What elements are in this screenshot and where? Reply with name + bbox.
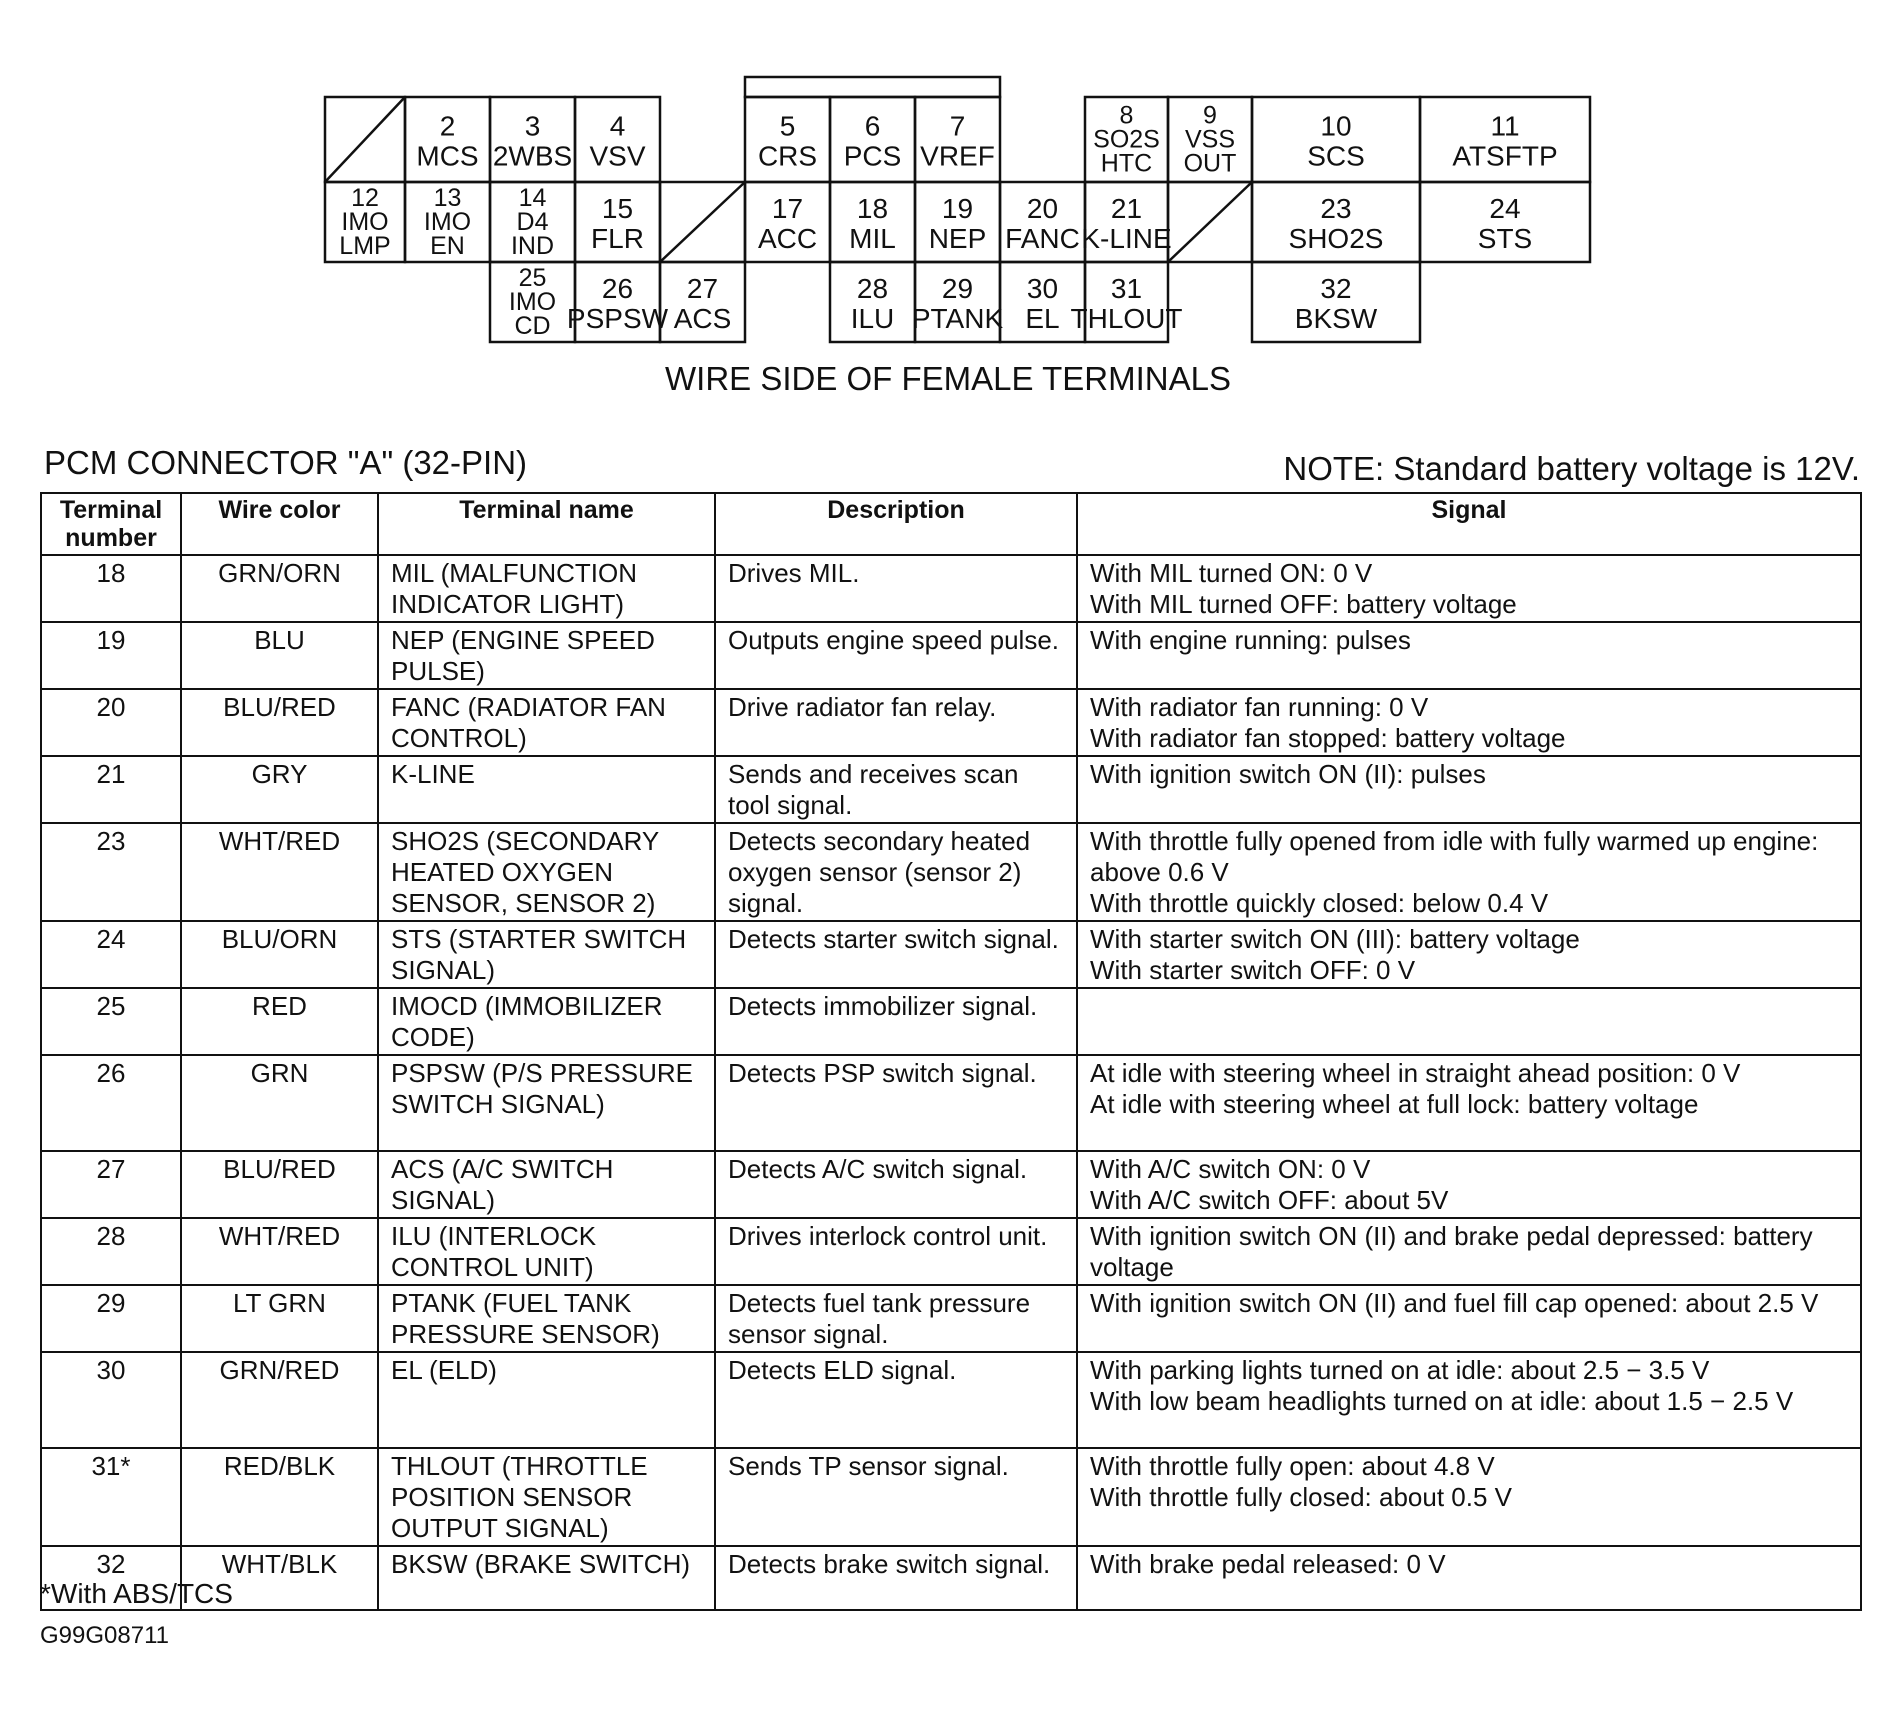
- cell-terminal-number: 21: [41, 756, 181, 823]
- battery-voltage-note: NOTE: Standard battery voltage is 12V.: [1283, 450, 1860, 487]
- cell-terminal-name: K-LINE: [378, 756, 715, 823]
- signal-line: With ignition switch ON (II) and brake pedal depressed: battery voltage: [1090, 1221, 1813, 1282]
- terminal-cell-10: [1252, 97, 1420, 182]
- terminal-label: SHO2S: [1288, 223, 1384, 254]
- terminal-label: FANC: [1005, 223, 1080, 254]
- terminal-label: LMP: [339, 232, 391, 260]
- cell-signal: [1077, 921, 1861, 988]
- cell-description: Detects starter switch signal.: [715, 921, 1077, 988]
- terminal-label: 3: [524, 110, 541, 142]
- terminal-cell-24: [1420, 182, 1590, 262]
- cell-description: Detects PSP switch signal.: [715, 1055, 1077, 1151]
- signal-line: With starter switch ON (III): battery voltage: [1090, 924, 1580, 954]
- cell-terminal-name: MIL (MALFUNCTION INDICATOR LIGHT): [378, 555, 715, 622]
- cell-description: Sends and receives scan tool signal.: [715, 756, 1077, 823]
- terminal-label: PCS: [843, 140, 902, 172]
- signal-line: With ignition switch ON (II): pulses: [1090, 759, 1486, 789]
- cell-signal: [1077, 1055, 1861, 1151]
- cell-signal: [1077, 1352, 1861, 1448]
- table-header-row: [41, 493, 1861, 555]
- terminal-cell-27: [660, 262, 745, 342]
- cell-description: Detects brake switch signal.: [715, 1546, 1077, 1610]
- terminal-cell-19: [915, 182, 1000, 262]
- cell-wire-color: GRY: [181, 756, 378, 823]
- cell-wire-color: BLU/RED: [181, 689, 378, 756]
- cell-signal: [1077, 622, 1861, 689]
- cell-terminal-name: THLOUT (THROTTLE POSITION SENSOR OUTPUT SIGNAL): [378, 1448, 715, 1546]
- terminal-label: 12: [351, 184, 379, 212]
- cell-wire-color: RED: [181, 988, 378, 1055]
- terminal-label: 11: [1490, 110, 1520, 142]
- pin-table: [40, 492, 1862, 1611]
- terminal-label: NEP: [928, 223, 987, 254]
- terminal-cell-12: [325, 182, 405, 262]
- table-row: [41, 921, 1861, 988]
- cell-terminal-number: 23: [41, 823, 181, 921]
- terminal-label: 6: [864, 110, 881, 142]
- terminal-label: 4: [609, 110, 626, 142]
- terminal-cell-14: [490, 182, 575, 262]
- terminal-cell-7: [915, 97, 1000, 182]
- terminal-cell-18: [830, 182, 915, 262]
- terminal-cell-21: [1081, 182, 1171, 262]
- terminal-cell-6: [830, 97, 915, 182]
- terminal-label: EN: [430, 232, 465, 260]
- cell-terminal-number: 28: [41, 1218, 181, 1285]
- table-row: [41, 1546, 1861, 1610]
- signal-line: With parking lights turned on at idle: about 2.5 − 3.5 V: [1090, 1355, 1710, 1385]
- header-description: Description: [715, 493, 1077, 555]
- cell-description: Detects A/C switch signal.: [715, 1151, 1077, 1218]
- terminal-label: 10: [1320, 110, 1352, 142]
- terminal-label: 13: [433, 184, 462, 212]
- terminal-label: VSV: [589, 140, 646, 172]
- cell-terminal-number: 30: [41, 1352, 181, 1448]
- cell-terminal-number: 25: [41, 988, 181, 1055]
- terminal-label: 7: [949, 110, 966, 142]
- cell-terminal-number: 19: [41, 622, 181, 689]
- signal-line: With throttle fully closed: about 0.5 V: [1090, 1482, 1512, 1512]
- terminal-cell-8: [1085, 97, 1168, 182]
- table-row: [41, 1448, 1861, 1546]
- table-row: [41, 555, 1861, 622]
- signal-line: With throttle fully opened from idle with fully warmed up engine: above 0.6 V: [1090, 826, 1819, 887]
- cell-signal: [1077, 1151, 1861, 1218]
- cell-description: Outputs engine speed pulse.: [715, 622, 1077, 689]
- cell-terminal-number: 32: [41, 1546, 181, 1610]
- terminal-label: PTANK: [911, 303, 1004, 334]
- terminal-label: K-LINE: [1081, 223, 1172, 254]
- signal-line: At idle with steering wheel in straight ahead position: 0 V: [1090, 1058, 1741, 1088]
- terminal-cell-20: [1000, 182, 1085, 262]
- cell-description: Detects secondary heated oxygen sensor (sensor 2) signal.: [715, 823, 1077, 921]
- signal-line: With A/C switch OFF: about 5V: [1090, 1185, 1449, 1215]
- terminal-label: MIL: [849, 223, 896, 254]
- cell-terminal-name: STS (STARTER SWITCH SIGNAL): [378, 921, 715, 988]
- terminal-label: VREF: [920, 140, 995, 172]
- terminal-label: SCS: [1307, 140, 1365, 172]
- terminal-label: 29: [941, 273, 974, 304]
- cell-description: Detects immobilizer signal.: [715, 988, 1077, 1055]
- terminal-label: 19: [941, 193, 974, 224]
- terminal-cell-15: [575, 182, 660, 262]
- terminal-label: 27: [686, 273, 719, 304]
- cell-signal: [1077, 988, 1861, 1055]
- terminal-label: 5: [779, 110, 796, 142]
- terminal-label: 28: [856, 273, 889, 304]
- terminal-cell-23: [1252, 182, 1420, 262]
- cell-terminal-name: ACS (A/C SWITCH SIGNAL): [378, 1151, 715, 1218]
- terminal-label: ILU: [850, 303, 895, 334]
- terminal-label: 2: [439, 110, 456, 142]
- cell-description: Drives MIL.: [715, 555, 1077, 622]
- terminal-label: D4: [516, 208, 549, 236]
- cell-terminal-name: IMOCD (IMMOBILIZER CODE): [378, 988, 715, 1055]
- terminal-label: VSS: [1184, 125, 1236, 154]
- header-signal: Signal: [1077, 493, 1861, 555]
- cell-terminal-number: 27: [41, 1151, 181, 1218]
- terminal-cell-11: [1420, 97, 1590, 182]
- cell-terminal-name: PSPSW (P/S PRESSURE SWITCH SIGNAL): [378, 1055, 715, 1151]
- terminal-cell-31: [1071, 262, 1183, 342]
- terminal-label: THLOUT: [1070, 303, 1183, 334]
- cell-description: Drive radiator fan relay.: [715, 689, 1077, 756]
- cell-wire-color: GRN/RED: [181, 1352, 378, 1448]
- connector-title: PCM CONNECTOR "A" (32-PIN): [44, 444, 528, 481]
- signal-line: With A/C switch ON: 0 V: [1090, 1154, 1371, 1184]
- terminal-label: 21: [1110, 193, 1143, 224]
- cell-wire-color: RED/BLK: [181, 1448, 378, 1546]
- signal-line: With MIL turned OFF: battery voltage: [1090, 589, 1517, 619]
- cell-description: Drives interlock control unit.: [715, 1218, 1077, 1285]
- terminal-label: 26: [601, 273, 634, 304]
- signal-line: With MIL turned ON: 0 V: [1090, 558, 1373, 588]
- cell-terminal-name: SHO2S (SECONDARY HEATED OXYGEN SENSOR, SENSOR 2): [378, 823, 715, 921]
- signal-line: At idle with steering wheel at full lock: battery voltage: [1090, 1089, 1699, 1119]
- terminal-label: IMO: [508, 288, 557, 316]
- table-row: [41, 1285, 1861, 1352]
- terminal-label: CRS: [757, 140, 818, 172]
- cell-wire-color: WHT/BLK: [181, 1546, 378, 1610]
- terminal-label: IMO: [341, 208, 389, 236]
- terminal-cell-5: [745, 97, 830, 182]
- terminal-cell-26: [567, 262, 669, 342]
- table-row: [41, 823, 1861, 921]
- terminal-cell-28: [830, 262, 915, 342]
- cell-terminal-number: 18: [41, 555, 181, 622]
- table-row: [41, 689, 1861, 756]
- table-row: [41, 1151, 1861, 1218]
- connector-diagram: [0, 0, 1896, 380]
- signal-line: With starter switch OFF: 0 V: [1090, 955, 1416, 985]
- terminal-label: 15: [601, 193, 634, 224]
- cell-terminal-number: 31*: [41, 1448, 181, 1546]
- terminal-label: 24: [1489, 193, 1521, 224]
- terminal-label: 17: [771, 193, 804, 224]
- terminal-label: 20: [1026, 193, 1059, 224]
- terminal-label: 32: [1320, 273, 1352, 304]
- cell-terminal-name: NEP (ENGINE SPEED PULSE): [378, 622, 715, 689]
- terminal-label: CD: [514, 312, 551, 340]
- cell-terminal-name: FANC (RADIATOR FAN CONTROL): [378, 689, 715, 756]
- cell-terminal-number: 20: [41, 689, 181, 756]
- terminal-label: FLR: [591, 223, 644, 254]
- cell-terminal-name: BKSW (BRAKE SWITCH): [378, 1546, 715, 1610]
- terminal-cell-29: [912, 262, 1004, 342]
- signal-line: With throttle fully open: about 4.8 V: [1090, 1451, 1495, 1481]
- table-row: [41, 1352, 1861, 1448]
- cell-description: Detects fuel tank pressure sensor signal.: [715, 1285, 1077, 1352]
- terminal-label: STS: [1477, 223, 1533, 254]
- terminal-label: 23: [1320, 193, 1352, 224]
- terminal-label: 31: [1110, 273, 1143, 304]
- terminal-label: 30: [1026, 273, 1059, 304]
- cell-wire-color: BLU/ORN: [181, 921, 378, 988]
- cell-signal: [1077, 1218, 1861, 1285]
- terminal-label: HTC: [1100, 149, 1153, 178]
- terminal-cell-3: [490, 97, 575, 182]
- table-row: [41, 1218, 1861, 1285]
- terminal-label: SO2S: [1093, 125, 1160, 154]
- cell-wire-color: GRN/ORN: [181, 555, 378, 622]
- terminal-cell-32: [1252, 262, 1420, 342]
- cell-wire-color: GRN: [181, 1055, 378, 1151]
- terminal-cell-25: [490, 262, 575, 342]
- terminal-cell-2: [405, 97, 490, 182]
- cell-signal: [1077, 1448, 1861, 1546]
- terminal-label: 9: [1203, 101, 1217, 130]
- cell-signal: [1077, 689, 1861, 756]
- signal-line: With low beam headlights turned on at idle: about 1.5 − 2.5 V: [1090, 1386, 1794, 1416]
- cell-wire-color: LT GRN: [181, 1285, 378, 1352]
- terminal-label: 25: [518, 264, 547, 292]
- cell-terminal-number: 26: [41, 1055, 181, 1151]
- signal-line: With throttle quickly closed: below 0.4 V: [1090, 888, 1549, 918]
- cell-description: Detects ELD signal.: [715, 1352, 1077, 1448]
- signal-line: With radiator fan running: 0 V: [1090, 692, 1429, 722]
- header-wire-color: Wire color: [181, 493, 378, 555]
- terminal-label: PSPSW: [566, 303, 669, 334]
- terminal-cell-4: [575, 97, 660, 182]
- terminal-label: BKSW: [1294, 303, 1378, 334]
- cell-terminal-number: 29: [41, 1285, 181, 1352]
- cell-wire-color: WHT/RED: [181, 823, 378, 921]
- cell-wire-color: BLU/RED: [181, 1151, 378, 1218]
- terminal-cell-13: [405, 182, 490, 262]
- terminal-label: ACC: [757, 223, 818, 254]
- cell-signal: [1077, 1285, 1861, 1352]
- signal-line: With ignition switch ON (II) and fuel fill cap opened: about 2.5 V: [1090, 1288, 1819, 1318]
- terminal-label: 2WBS: [492, 140, 573, 172]
- terminal-label: IMO: [423, 208, 472, 236]
- header-terminal-number: Terminal number: [41, 493, 181, 555]
- signal-line: With brake pedal released: 0 V: [1090, 1549, 1446, 1579]
- terminal-label: EL: [1025, 303, 1060, 334]
- terminal-label: MCS: [416, 140, 479, 172]
- cell-signal: [1077, 823, 1861, 921]
- cell-signal: [1077, 555, 1861, 622]
- cell-terminal-name: EL (ELD): [378, 1352, 715, 1448]
- footnote: *With ABS/TCS: [40, 1578, 233, 1609]
- table-row: [41, 622, 1861, 689]
- terminal-label: IND: [510, 232, 555, 260]
- terminal-label: ATSFTP: [1452, 140, 1558, 172]
- table-row: [41, 988, 1861, 1055]
- cell-description: Sends TP sensor signal.: [715, 1448, 1077, 1546]
- terminal-label: 8: [1119, 101, 1134, 130]
- terminal-label: OUT: [1183, 149, 1237, 178]
- figure-code: G99G08711: [40, 1622, 169, 1649]
- terminal-cell-9: [1168, 97, 1252, 182]
- table-row: [41, 756, 1861, 823]
- signal-line: With engine running: pulses: [1090, 625, 1411, 655]
- cell-signal: [1077, 1546, 1861, 1610]
- diagram-caption: WIRE SIDE OF FEMALE TERMINALS: [665, 360, 1231, 397]
- cell-terminal-number: 24: [41, 921, 181, 988]
- terminal-label: ACS: [673, 303, 732, 334]
- cell-wire-color: WHT/RED: [181, 1218, 378, 1285]
- cell-signal: [1077, 756, 1861, 823]
- signal-line: With radiator fan stopped: battery voltage: [1090, 723, 1566, 753]
- terminal-label: 18: [856, 193, 889, 224]
- cell-wire-color: BLU: [181, 622, 378, 689]
- cell-terminal-name: PTANK (FUEL TANK PRESSURE SENSOR): [378, 1285, 715, 1352]
- terminal-label: 14: [518, 184, 547, 212]
- header-terminal-name: Terminal name: [378, 493, 715, 555]
- table-row: [41, 1055, 1861, 1151]
- cell-terminal-name: ILU (INTERLOCK CONTROL UNIT): [378, 1218, 715, 1285]
- terminal-cell-17: [745, 182, 830, 262]
